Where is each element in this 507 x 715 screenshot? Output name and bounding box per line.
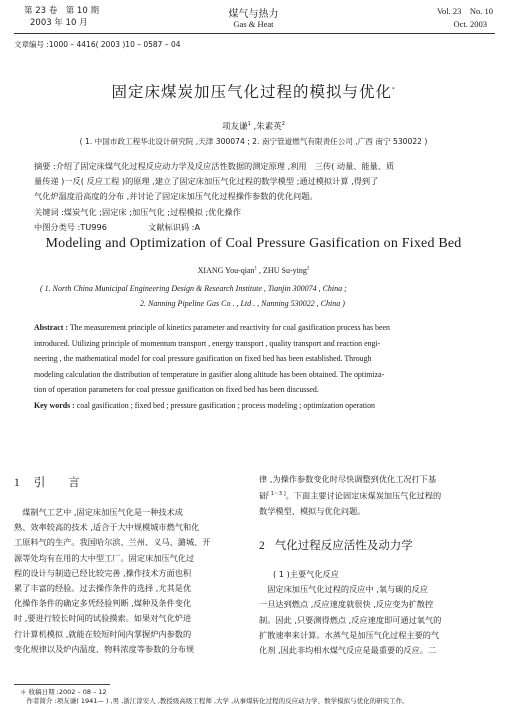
body-line: 熟、效率较高的技术 ,适合于大中规模城市燃气和化 <box>14 522 200 533</box>
body-line: 数学模型、模拟与优化问题。 <box>259 506 366 517</box>
body-line: 工原料气的生产。我国哈尔滨、兰州、义马、潞城、开 <box>14 537 211 548</box>
left-column <box>14 505 250 657</box>
classification-row <box>34 220 474 235</box>
right-column-body <box>259 567 495 658</box>
affiliation-cn: ( 1. 中国市政工程华北设计研究院 ,天津 300074 ; 2. 南宁管道燃气有限责任公司 ,广西 南宁 530022 ) <box>79 137 428 146</box>
abstract-cn-line: 气化炉温度沿高度的分布 ,并讨论了固定床加压气化过程操作参数的优化问题。 <box>34 191 318 202</box>
body-line: 一旦达到燃点 ,反应速度就很快 ,反应变为扩散控 <box>259 599 434 610</box>
footnote-author-bio: 作者简介 :项友谦( 1941— ) ,男 ,浙江淳安人 ,教授级高级工程师 ,大学 ,从事煤转化过程的反应动力学、数学模拟与优化的研究工作。 <box>20 697 409 705</box>
abstract-cn <box>34 159 474 235</box>
body-line: 化操作条件的确定多凭经验判断 ,煤种及条件变化 <box>14 598 192 609</box>
body-line: 累了丰富的经验。过去操作条件的选择 ,尤其是优 <box>14 583 192 594</box>
footnote <box>20 688 500 706</box>
body-line: 程的设计与制造已经比较完善 ,操作技术方面也积 <box>14 567 192 578</box>
title-en: Modeling and Optimization of Coal Pressure Gasification on Fixed Bed <box>45 236 462 251</box>
section-1-heading: 1 引 言 <box>14 475 80 489</box>
affiliation-en: ( 1. North China Municipal Engineering Design & Research Institute , Tianjin 300074 , China ; 2. Nanning Pipeline Gas Co . , Ltd . , Nanning 530022 , China ) <box>40 284 347 308</box>
body-line: 变化规律以及炉内温度、物料浓度等参数的分布规 <box>14 643 195 654</box>
body-line: 制。因此 ,只要测得燃点 ,反应速度即可通过氧气的 <box>259 614 442 625</box>
citation-ref: [ 1～3 ] <box>267 491 286 498</box>
body-line: 扩散速率来计算。水蒸气是加压气化过程主要的气 <box>259 629 440 640</box>
header-vol-issue-cn: 第 23 卷 第 10 期 <box>24 6 99 16</box>
header-date-en: Oct. 2003 <box>453 19 487 29</box>
body-line: 础[ 1～3 ]。下面主要讨论固定床煤炭加压气化过程的 <box>259 490 442 501</box>
body-line: 化剂 ,因此非均相水煤气反应是最重要的反应。二 <box>259 645 437 656</box>
header-rule <box>14 33 495 34</box>
title-cn: 固定床煤炭加压气化过程的模拟与优化* <box>111 83 396 101</box>
header-date-cn: 2003 年 10 月 <box>30 18 88 28</box>
authors-en: XIANG You-qian$^1$ , ZHU Su-ying$^2$ <box>197 266 310 275</box>
header-journal-cn: 煤气与热力 <box>228 9 279 20</box>
abstract-en: Abstract : The measurement principle of kinetics parameter and reactivity for coal gasification process has been introduced. Utilizing principle of momentum transport , energy transport , quality transport and reaction engi- neering , the mathematical model for coal pressure gasification on fixed bed has been established. Through modeling calculation the distribution of temperature in gasifier along altitude has been obtained. The optimiza- tion of operation parameters for coal pressue gasification on fixed bed has been discussed. Key words : coal gasification ; fixed bed ; pressure gasification ; process modeling ; optimization operation <box>34 320 474 414</box>
body-line: 固定床加压气化过程的反应中 ,氧与碳的反应 <box>259 584 428 595</box>
section-2-heading: 2 气化过程反应活性及动力学 <box>259 538 413 552</box>
header-journal-en: Gas & Heat <box>233 19 274 29</box>
keywords-en: Key words : coal gasification ; fixed bed ; pressure gasification ; process modeling ; optimization operation <box>34 400 375 410</box>
body-line: 煤制气工艺中 ,固定床加压气化是一种技术成 <box>14 507 183 517</box>
subsection-heading: ( 1 )主要气化反应 <box>273 569 339 579</box>
document-code: 文献标识码 :A <box>148 221 201 232</box>
authors-cn: 项友谦$^1$ ,朱素英$^2$ <box>222 121 285 132</box>
article-number: 文章编号 :1000 – 4416( 2003 )10 – 0587 – 04 <box>14 40 181 49</box>
keywords-cn: 关键词 :煤炭气化 ;固定床 ;加压气化 ;过程模拟 ;优化操作 <box>34 206 241 217</box>
class-number: 中图分类号 :TU996 <box>34 221 107 232</box>
body-line: 行计算机模拟 ,就能在较短时间内掌握炉内参数的 <box>14 628 192 639</box>
footnote-rule <box>14 684 110 685</box>
footnote-received: ＊ 收稿日期 :2002 – 08 – 12 <box>20 688 107 696</box>
title-footnote-mark: * <box>392 86 396 93</box>
right-column <box>259 472 495 519</box>
body-line: 源等处均有在用的大中型工厂。固定床加压气化过 <box>14 552 195 563</box>
header-vol-issue-en: Vol. 23 No. 10 <box>436 6 493 16</box>
abstract-cn-line: 摘要 :介绍了固定床煤气化过程反应动力学及反应活性数据的测定原理 ,利用 三传( 动量、能量、质 <box>34 161 395 171</box>
body-line: 律 ,为操作参数变化时尽快调整到优化工况打下基 <box>259 474 437 484</box>
body-line: 时 ,要进行较长时间的试验摸索。如果对气化炉进 <box>14 613 192 624</box>
abstract-cn-line: 量传递 )一反( 反应工程 )的原理 ,建立了固定床加压气化过程的数学模型 ;通过模拟计算 ,得到了 <box>34 176 379 187</box>
abstract-en-label: Abstract : <box>34 323 68 332</box>
